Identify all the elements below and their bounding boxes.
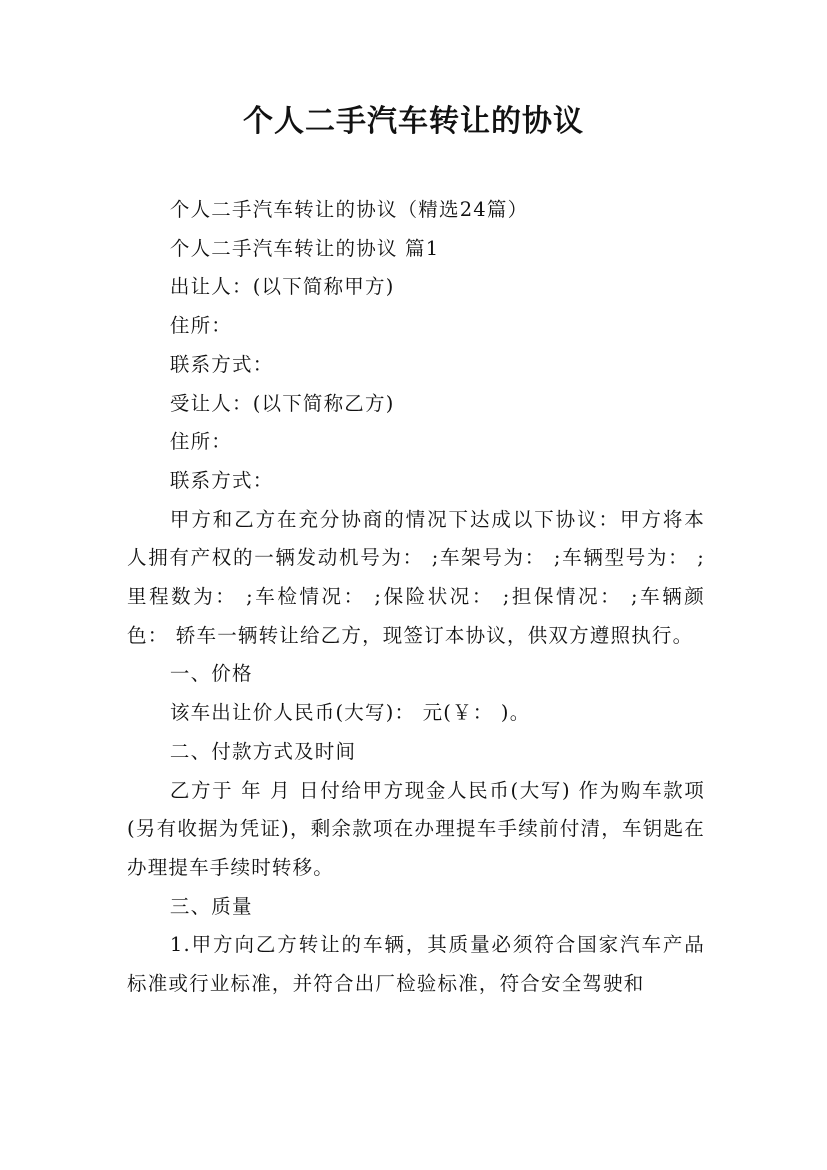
paragraph-price-heading: 一、价格 [169, 662, 253, 686]
paragraph-payment-detail: 乙方于 年 月 日付给甲方现金人民币(大写) 作为购车款项(另有收据为凭证)，剩余款项在办理提车手续前付清，车钥匙在办理提车手续时转移。 [127, 778, 705, 879]
paragraph-price-detail: 该车出让价人民币(大写)： 元(￥： )。 [169, 701, 531, 725]
paragraph-quality-heading: 三、质量 [169, 894, 253, 918]
paragraph-transferee-address: 住所： [169, 430, 232, 454]
paragraph-payment-heading: 二、付款方式及时间 [169, 739, 357, 763]
paragraph-subtitle: 个人二手汽车转让的协议（精选24篇） [169, 198, 529, 221]
paragraph-transferor-contact: 联系方式： [169, 352, 274, 376]
paragraph-agreement-body: 甲方和乙方在充分协商的情况下达成以下协议：甲方将本人拥有产权的一辆发动机号为： ;车架号为： ;车辆型号为： ;里程数为： ;车检情况： ;保险状况： ;担保情况： ;车辆颜色： 轿车一辆转让给乙方，现签订本协议，供双方遵照执行。 [127, 507, 705, 647]
paragraph-transferor: 出让人：(以下简称甲方) [169, 275, 395, 299]
paragraph-quality-detail: 1.甲方向乙方转让的车辆，其质量必须符合国家汽车产品标准或行业标准，并符合出厂检验标准，符合安全驾驶和 [127, 933, 705, 996]
document-title: 个人二手汽车转让的协议 [243, 104, 584, 139]
paragraph-transferee: 受让人：(以下简称乙方) [169, 391, 395, 415]
document-body [127, 191, 705, 1004]
paragraph-transferee-contact: 联系方式： [169, 468, 274, 492]
paragraph-transferor-address: 住所： [169, 314, 232, 338]
paragraph-section-heading: 个人二手汽车转让的协议 篇1 [169, 236, 440, 260]
